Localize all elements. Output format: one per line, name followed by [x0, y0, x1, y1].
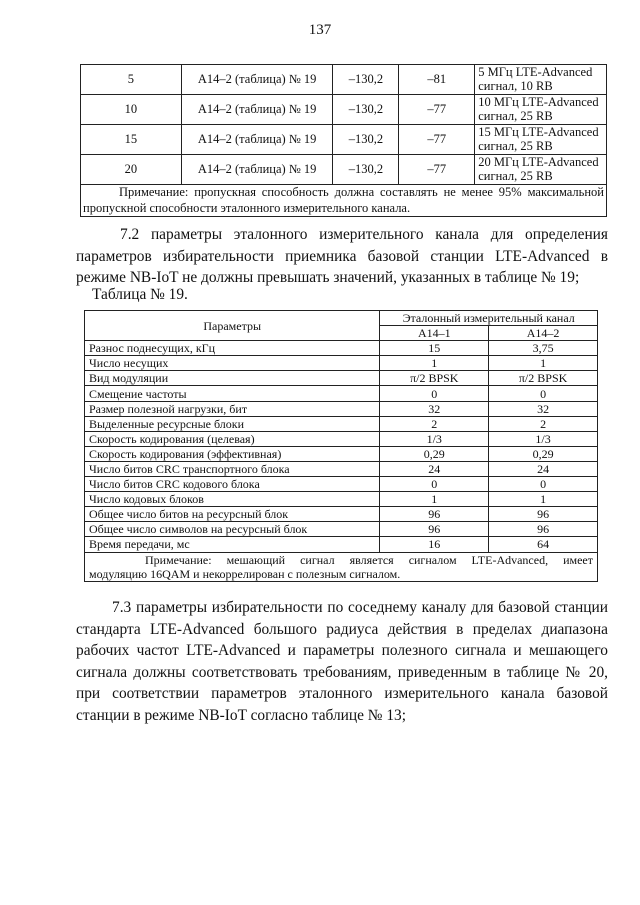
- table-row: [85, 431, 598, 446]
- value-a14-1-cell: 2: [380, 416, 489, 431]
- interferer-desc-line: сигнал, 25 RB: [478, 108, 553, 123]
- table-row: [81, 65, 607, 95]
- parameter-name-cell: Вид модуляции: [85, 371, 380, 386]
- interferer-desc-cell: [475, 65, 607, 95]
- value-a14-2-cell: 0: [489, 477, 598, 492]
- table-note-row: [81, 185, 607, 217]
- value-a14-2-cell: 3,75: [489, 341, 598, 356]
- value-a14-2-cell: 1/3: [489, 431, 598, 446]
- page-number: 137: [308, 22, 332, 38]
- table-row: [85, 537, 598, 552]
- channel-cell: A14–2 (таблица) № 19: [181, 95, 333, 125]
- value-a14-1-cell: 24: [380, 461, 489, 476]
- value-a14-2-cell: 1: [489, 492, 598, 507]
- bandwidth-cell: 15: [81, 125, 182, 155]
- value-a14-1-cell: 96: [380, 507, 489, 522]
- table-row: [85, 492, 598, 507]
- value-a14-2-cell: 32: [489, 401, 598, 416]
- interferer-level-cell: –77: [399, 155, 475, 185]
- value-a14-1-cell: 0: [380, 386, 489, 401]
- header-col-b: A14–2: [489, 326, 598, 341]
- header-params: Параметры: [85, 311, 380, 341]
- channel-cell: A14–2 (таблица) № 19: [181, 125, 333, 155]
- value-a14-1-cell: 15: [380, 341, 489, 356]
- interferer-desc-line: 15 МГц LTE-Advanced: [478, 125, 599, 140]
- channel-cell: A14–2 (таблица) № 19: [181, 65, 333, 95]
- table-row: [85, 522, 598, 537]
- value-a14-1-cell: 0: [380, 477, 489, 492]
- table-note: [81, 185, 607, 217]
- table-row: [85, 446, 598, 461]
- interferer-desc-line: 20 МГц LTE-Advanced: [478, 155, 599, 170]
- parameter-name-cell: Общее число битов на ресурсный блок: [85, 507, 380, 522]
- table-row: [85, 477, 598, 492]
- interferer-desc-cell: [475, 155, 607, 185]
- interferer-desc-line: сигнал, 25 RB: [478, 168, 553, 183]
- value-a14-2-cell: 96: [489, 522, 598, 537]
- sensitivity-cell: –130,2: [333, 95, 399, 125]
- interferer-desc-cell: [475, 95, 607, 125]
- sensitivity-cell: –130,2: [333, 125, 399, 155]
- value-a14-1-cell: 16: [380, 537, 489, 552]
- table-note-line: Примечание: пропускная способность должна составлять не менее 95% максимальной: [119, 185, 604, 199]
- value-a14-2-cell: 64: [489, 537, 598, 552]
- table-row: [85, 341, 598, 356]
- value-a14-1-cell: π/2 BPSK: [380, 371, 489, 386]
- table-row: [85, 371, 598, 386]
- sensitivity-cell: –130,2: [333, 65, 399, 95]
- interferer-desc-cell: [475, 125, 607, 155]
- table-note-line: пропускной способности эталонного измерительного канала.: [83, 200, 411, 215]
- table-row: [81, 125, 607, 155]
- table-note: [85, 552, 598, 582]
- parameter-name-cell: Выделенные ресурсные блоки: [85, 416, 380, 431]
- parameter-name-cell: Время передачи, мс: [85, 537, 380, 552]
- value-a14-1-cell: 1/3: [380, 431, 489, 446]
- table-19: [84, 310, 598, 582]
- value-a14-2-cell: 0,29: [489, 446, 598, 461]
- paragraph-7-3: 7.3 параметры избирательности по соседнему каналу для базовой станции стандарта LTE-Advanced большого радиуса действия в пределах диапазона рабочих частот LTE-Advanced и параметры полезного сигнала и мешающего сигнала должны соответствовать требованиям, приведенным в таблице № 20, при соответствии параметров эталонного измерительного канала базовой станции в режиме NB-IoT согласно таблице № 13;: [76, 599, 608, 724]
- bandwidth-cell: 5: [81, 65, 182, 95]
- value-a14-1-cell: 1: [380, 356, 489, 371]
- header-group: Эталонный измерительный канал: [380, 311, 598, 326]
- bandwidth-cell: 10: [81, 95, 182, 125]
- interferer-desc-line: сигнал, 10 RB: [478, 78, 553, 93]
- table-19-header-row-1: [85, 311, 598, 326]
- table-row: [85, 507, 598, 522]
- value-a14-2-cell: 1: [489, 356, 598, 371]
- table-row: [85, 416, 598, 431]
- value-a14-1-cell: 0,29: [380, 446, 489, 461]
- table-row: [81, 155, 607, 185]
- table-note-line: Примечание: мешающий сигнал является сигналом LTE-Advanced, имеет: [145, 552, 593, 567]
- value-a14-2-cell: 2: [489, 416, 598, 431]
- value-a14-2-cell: 0: [489, 386, 598, 401]
- parameter-name-cell: Число битов CRC кодового блока: [85, 477, 380, 492]
- header-col-a: A14–1: [380, 326, 489, 341]
- table-row: [85, 386, 598, 401]
- parameter-name-cell: Смещение частоты: [85, 386, 380, 401]
- value-a14-2-cell: π/2 BPSK: [489, 371, 598, 386]
- value-a14-1-cell: 96: [380, 522, 489, 537]
- value-a14-1-cell: 32: [380, 401, 489, 416]
- parameter-name-cell: Размер полезной нагрузки, бит: [85, 401, 380, 416]
- table-19-caption: Таблица № 19.: [92, 286, 188, 303]
- interferer-level-cell: –77: [399, 95, 475, 125]
- table-row: [85, 401, 598, 416]
- value-a14-2-cell: 96: [489, 507, 598, 522]
- bandwidth-cell: 20: [81, 155, 182, 185]
- value-a14-1-cell: 1: [380, 492, 489, 507]
- table-top: [80, 64, 607, 217]
- paragraph-7-2: 7.2 параметры эталонного измерительного канала для определения параметров избирательности приемника базовой станции LTE-Advanced в режиме NB-IoT не должны превышать значений, указанных в таблице № 19;: [76, 226, 608, 286]
- table-note-row: [85, 552, 598, 582]
- interferer-desc-line: 10 МГц LTE-Advanced: [478, 95, 599, 110]
- interferer-level-cell: –81: [399, 65, 475, 95]
- parameter-name-cell: Скорость кодирования (эффективная): [85, 446, 380, 461]
- sensitivity-cell: –130,2: [333, 155, 399, 185]
- parameter-name-cell: Общее число символов на ресурсный блок: [85, 522, 380, 537]
- parameter-name-cell: Число кодовых блоков: [85, 492, 380, 507]
- table-row: [81, 95, 607, 125]
- interferer-desc-line: сигнал, 25 RB: [478, 138, 553, 153]
- table-note-line: модуляцию 16QAM и некоррелирован с полезным сигналом.: [89, 566, 401, 581]
- parameter-name-cell: Число несущих: [85, 356, 380, 371]
- parameter-name-cell: Число битов CRC транспортного блока: [85, 461, 380, 476]
- interferer-desc-line: 5 МГц LTE-Advanced: [478, 65, 593, 80]
- parameter-name-cell: Скорость кодирования (целевая): [85, 431, 380, 446]
- table-row: [85, 356, 598, 371]
- channel-cell: A14–2 (таблица) № 19: [181, 155, 333, 185]
- value-a14-2-cell: 24: [489, 461, 598, 476]
- table-row: [85, 461, 598, 476]
- interferer-level-cell: –77: [399, 125, 475, 155]
- parameter-name-cell: Разнос поднесущих, кГц: [85, 341, 380, 356]
